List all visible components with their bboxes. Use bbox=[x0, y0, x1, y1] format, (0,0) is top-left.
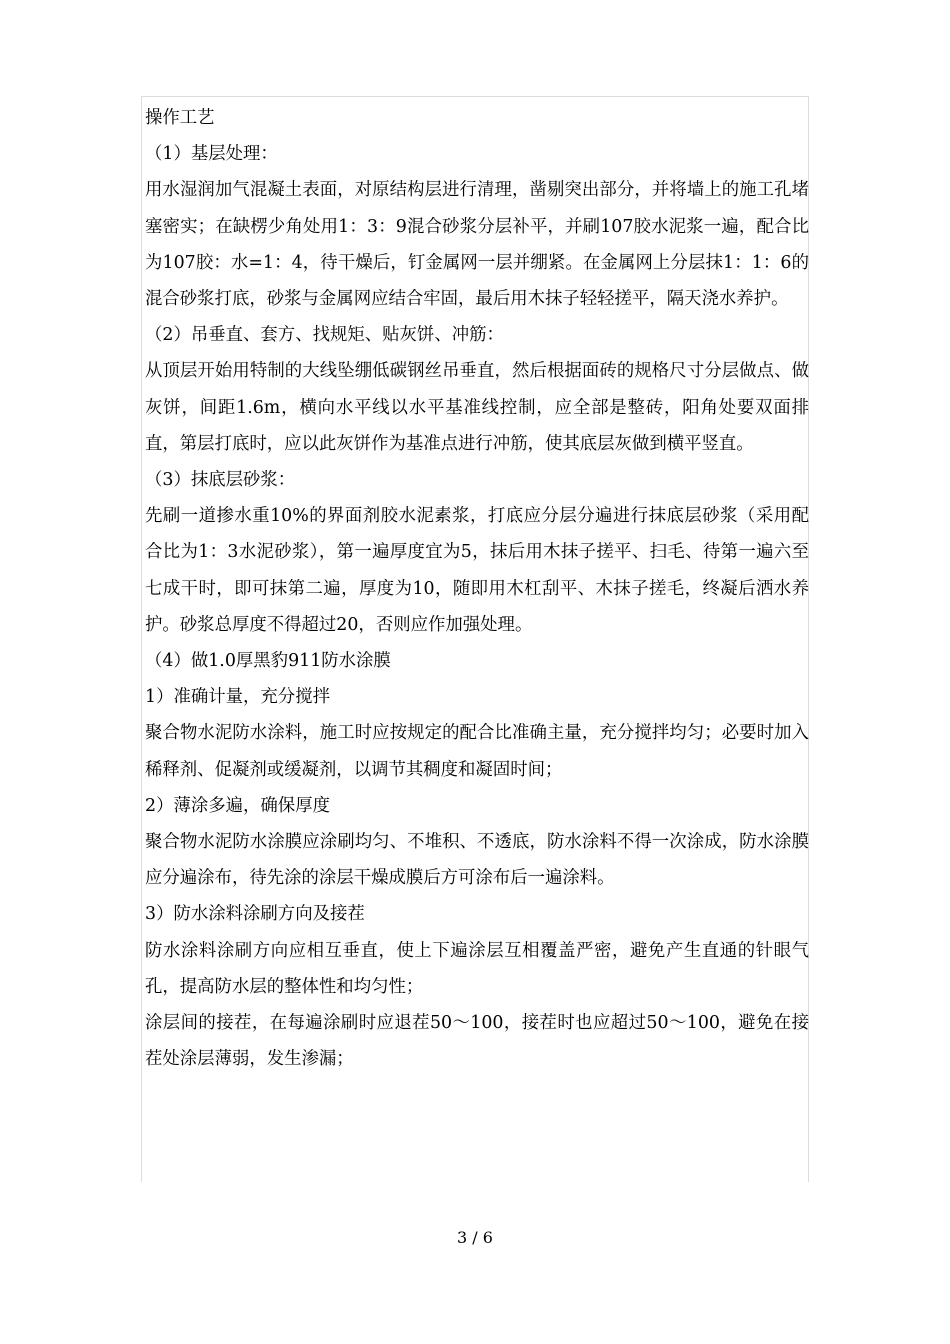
subsection-heading: 2）薄涂多遍，确保厚度 bbox=[145, 795, 330, 816]
section-paragraph: 防水涂料涂刷方向应相互垂直，使上下遍涂层互相覆盖严密，避免产生直通的针眼气孔，提高防水层的整体性和均匀性； bbox=[145, 940, 809, 997]
section-paragraph: 先刷一道掺水重10%的界面剂胶水泥素浆，打底应分层分遍进行抹底层砂浆（采用配合比为1：3水泥砂浆），第一遍厚度宜为5，抹后用木抹子搓平、扫毛、待第一遍六至七成干时，即可抹第二遍，厚度为10，随即用木杠刮平、木抹子搓毛，终凝后洒水养护。砂浆总厚度不得超过20，否则应作加强处理。 bbox=[145, 506, 809, 635]
section-paragraph: 从顶层开始用特制的大线坠绷低碳钢丝吊垂直，然后根据面砖的规格尺寸分层做点、做灰饼，间距1.6m，横向水平线以水平基准线控制，应全部是整砖，阳角处要双面排直，第层打底时，应以此灰饼作为基准点进行冲筋，使其底层灰做到横平竖直。 bbox=[145, 361, 809, 454]
section-heading: （3）抹底层砂浆： bbox=[145, 469, 296, 490]
section-heading: （1）基层处理： bbox=[145, 144, 278, 165]
trailing-paragraph: 涂层间的接茬，在每遍涂刷时应退茬50～100，接茬时也应超过50～100，避免在接茬处涂层薄弱，发生渗漏； bbox=[145, 1012, 809, 1070]
section-paragraph: 聚合物水泥防水涂膜应涂刷均匀、不堆积、不透底，防水涂料不得一次涂成，防水涂膜应分遍涂布，待先涂的涂层干燥成膜后方可涂布后一遍涂料。 bbox=[145, 831, 809, 889]
section-paragraph: 用水湿润加气混凝土表面，对原结构层进行清理，凿剔突出部分，并将墙上的施工孔堵塞密实；在缺楞少角处用1：3：9混合砂浆分层补平，并刷107胶水泥浆一遍，配合比为107胶：水=1：4，待干燥后，钉金属网一层并绷紧。在金属网上分层抹1：1：6的混合砂浆打底，砂浆与金属网应结合牢固，最后用木抹子轻轻搓平，隔天浇水养护。 bbox=[145, 180, 809, 309]
section-heading: （4）做1.0厚黑豹911防水涂膜 bbox=[145, 650, 391, 671]
document-body bbox=[145, 100, 809, 1077]
page-number: 3 / 6 bbox=[457, 1228, 493, 1247]
subsection-heading: 3）防水涂料涂刷方向及接茬 bbox=[145, 904, 365, 925]
document-title: 操作工艺 bbox=[145, 108, 215, 128]
section-paragraph: 聚合物水泥防水涂料，施工时应按规定的配合比准确主量，充分搅拌均匀；必要时加入稀释剂、促凝剂或缓凝剂，以调节其稠度和凝固时间； bbox=[145, 723, 809, 780]
section-heading: （2）吊垂直、套方、找规矩、贴灰饼、冲筋： bbox=[145, 325, 504, 346]
subsection-heading: 1）准确计量，充分搅拌 bbox=[145, 687, 330, 708]
